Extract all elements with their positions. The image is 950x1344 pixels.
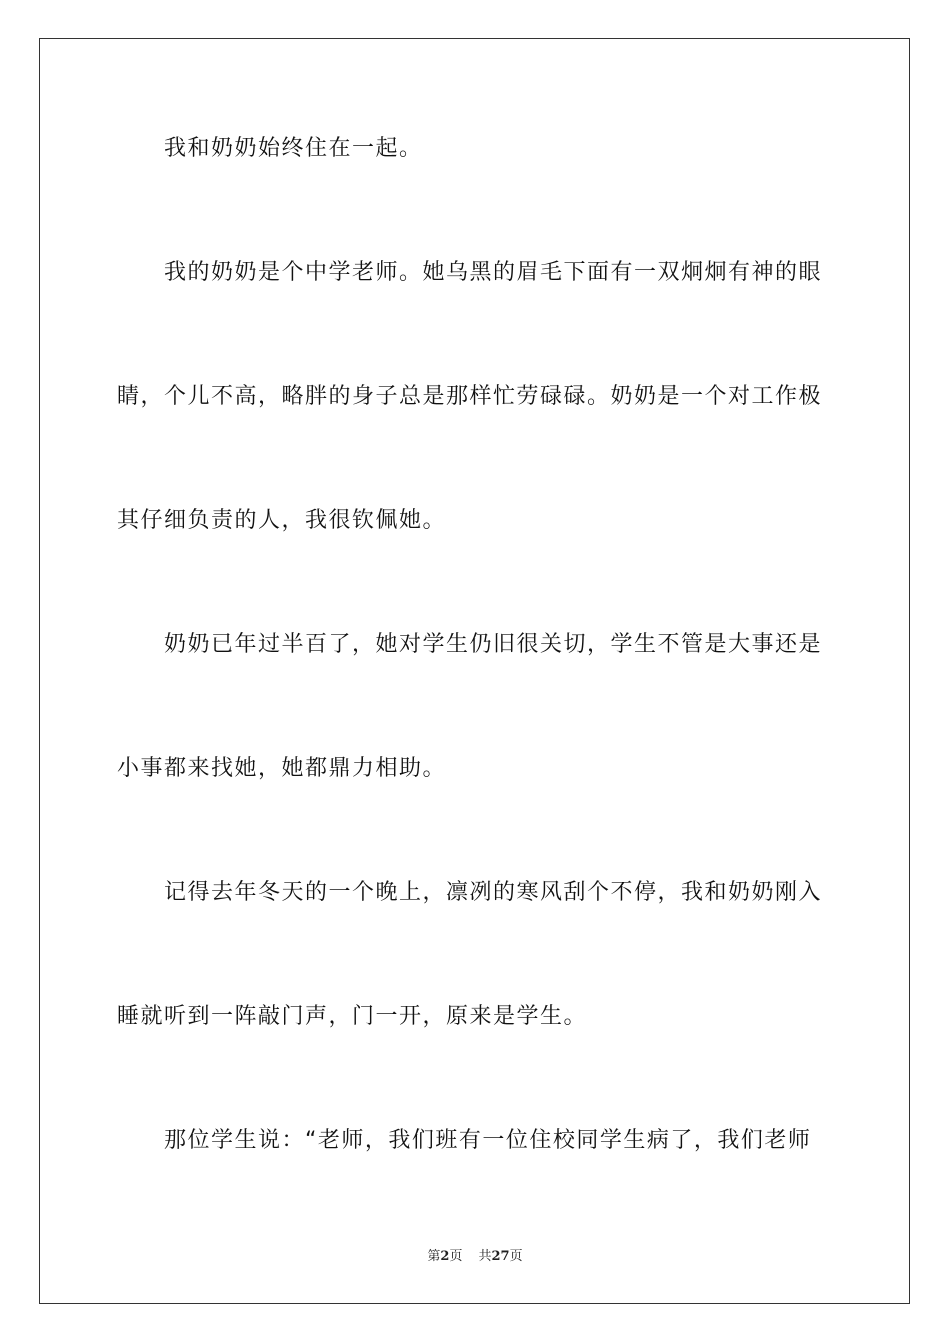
total-suffix: 页 <box>509 1249 523 1264</box>
paragraph-1-line-1: 我和奶奶始终住在一起。 <box>164 136 423 161</box>
paragraph-2-line-2: 睛，个儿不高，略胖的身子总是那样忙劳碌碌。奶奶是一个对工作极 <box>117 384 823 409</box>
paragraph-2-line-3: 其仔细负责的人，我很钦佩她。 <box>117 508 447 533</box>
paragraph-2-line-1: 我的奶奶是个中学老师。她乌黑的眉毛下面有一双炯炯有神的眼 <box>164 260 823 285</box>
page-number: 2 <box>440 1249 450 1264</box>
paragraph-5-line-1: 那位学生说：“老师，我们班有一位住校同学生病了，我们老师 <box>164 1128 812 1153</box>
page-footer <box>0 1245 950 1264</box>
page-suffix: 页 <box>449 1249 463 1264</box>
total-pages: 27 <box>491 1249 510 1264</box>
page-prefix: 第 <box>427 1249 441 1264</box>
total-prefix: 共 <box>478 1249 492 1264</box>
paragraph-3-line-2: 小事都来找她，她都鼎力相助。 <box>117 756 447 781</box>
paragraph-4-line-2: 睡就听到一阵敲门声，门一开，原来是学生。 <box>117 1004 588 1029</box>
page-border <box>39 38 910 1304</box>
paragraph-3-line-1: 奶奶已年过半百了，她对学生仍旧很关切，学生不管是大事还是 <box>164 632 823 657</box>
paragraph-4-line-1: 记得去年冬天的一个晚上，凛冽的寒风刮个不停，我和奶奶刚入 <box>164 880 823 905</box>
